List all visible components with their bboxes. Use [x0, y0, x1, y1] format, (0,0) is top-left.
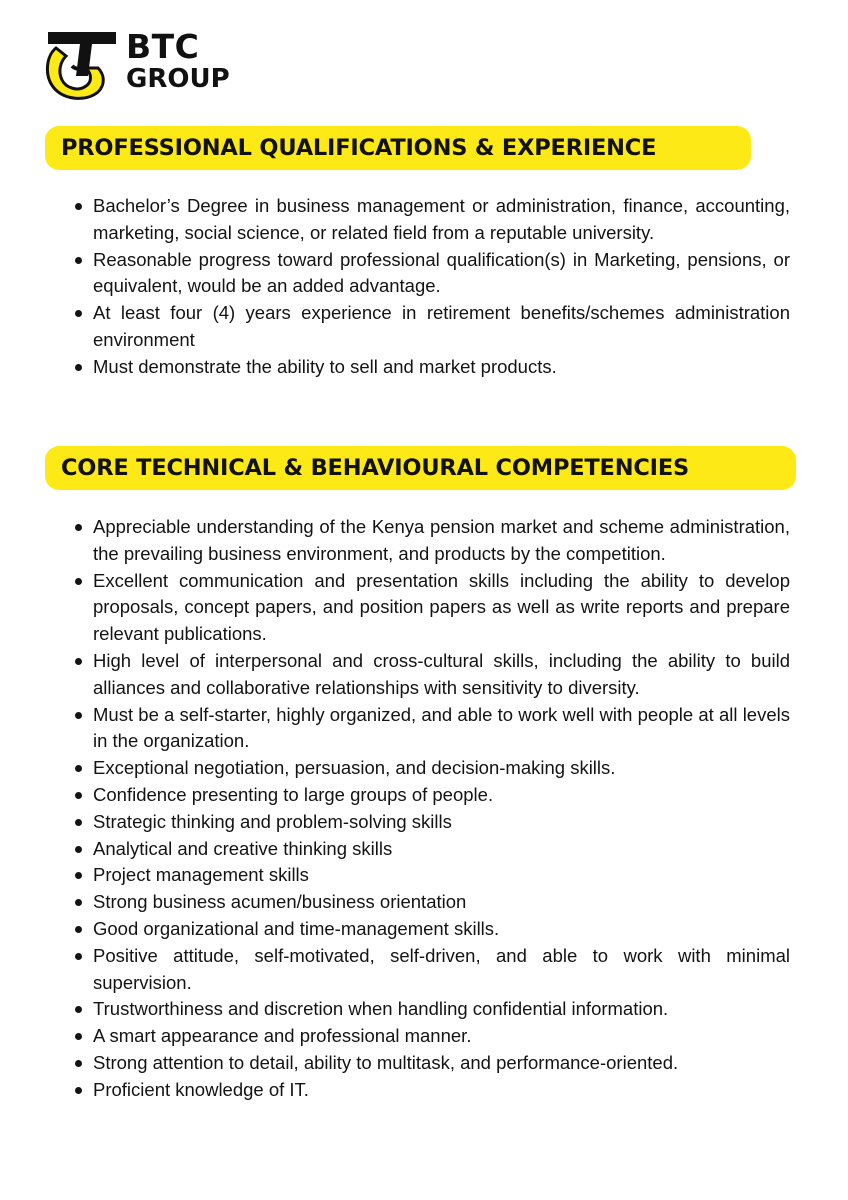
- list-item: Strong business acumen/business orientation: [74, 889, 790, 916]
- btc-logo-mark-icon: [42, 26, 122, 104]
- list-item: Appreciable understanding of the Kenya pension market and scheme administration, the prevailing business environment, and products by the competition.: [74, 514, 790, 568]
- brand-name-line1: BTC: [126, 27, 200, 66]
- list-item: Reasonable progress toward professional qualification(s) in Marketing, pensions, or equivalent, would be an added advantage.: [74, 247, 790, 301]
- list-item: High level of interpersonal and cross-cultural skills, including the ability to build alliances and collaborative relationships with sensitivity to diversity.: [74, 648, 790, 702]
- list-item: Strategic thinking and problem-solving skills: [74, 809, 790, 836]
- list-item: Excellent communication and presentation skills including the ability to develop proposals, concept papers, and position papers as well as write reports and prepare relevant publications.: [74, 568, 790, 648]
- brand-name-line2: GROUP: [126, 64, 230, 94]
- competencies-list: [74, 514, 790, 1104]
- list-item: Must demonstrate the ability to sell and market products.: [74, 354, 790, 381]
- list-item: Strong attention to detail, ability to multitask, and performance-oriented.: [74, 1050, 790, 1077]
- list-item: Exceptional negotiation, persuasion, and decision-making skills.: [74, 755, 790, 782]
- brand-wordmark: [126, 27, 230, 94]
- list-item: Trustworthiness and discretion when handling confidential information.: [74, 996, 790, 1023]
- list-item: Must be a self-starter, highly organized, and able to work well with people at all levels in the organization.: [74, 702, 790, 756]
- section-heading-qualifications: PROFESSIONAL QUALIFICATIONS & EXPERIENCE: [45, 126, 751, 170]
- list-item: Good organizational and time-management skills.: [74, 916, 790, 943]
- section-heading-competencies: CORE TECHNICAL & BEHAVIOURAL COMPETENCIES: [45, 446, 796, 490]
- list-item: At least four (4) years experience in retirement benefits/schemes administration environment: [74, 300, 790, 354]
- list-item: Bachelor’s Degree in business management or administration, finance, accounting, marketing, social science, or related field from a reputable university.: [74, 193, 790, 247]
- company-logo: [42, 26, 232, 106]
- list-item: Confidence presenting to large groups of people.: [74, 782, 790, 809]
- list-item: Analytical and creative thinking skills: [74, 836, 790, 863]
- list-item: Proficient knowledge of IT.: [74, 1077, 790, 1104]
- list-item: A smart appearance and professional manner.: [74, 1023, 790, 1050]
- list-item: Positive attitude, self-motivated, self-driven, and able to work with minimal supervision.: [74, 943, 790, 997]
- list-item: Project management skills: [74, 862, 790, 889]
- qualifications-list: [74, 193, 790, 381]
